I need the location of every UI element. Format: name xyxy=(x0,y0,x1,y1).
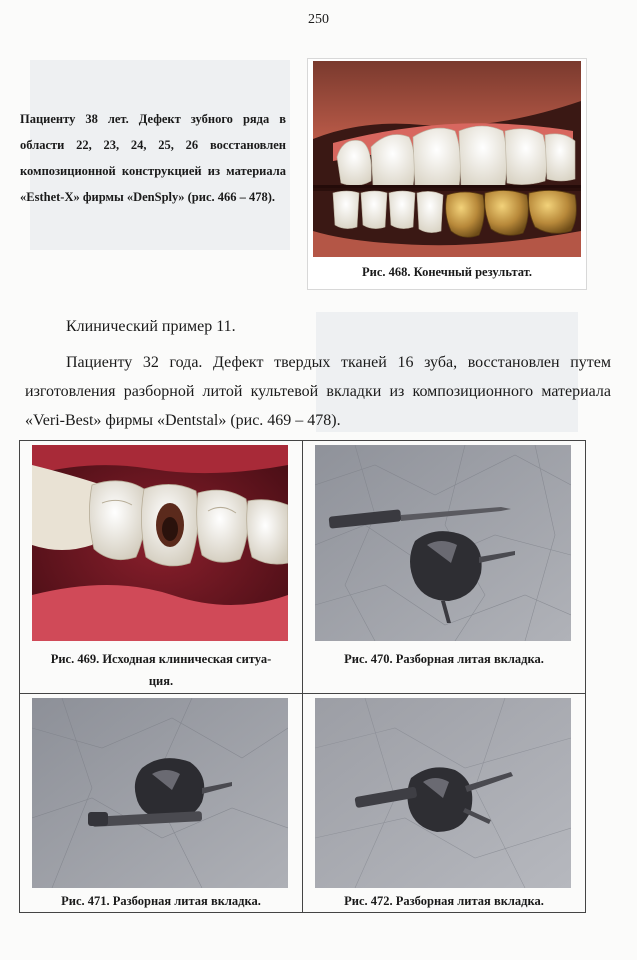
figure-472-caption: Рис. 472. Разборная литая вкладка. xyxy=(344,894,544,908)
figure-469 xyxy=(20,441,303,694)
figure-468-photo xyxy=(313,61,581,257)
figure-470-photo xyxy=(315,445,571,641)
example-title: Клинический пример 11. xyxy=(66,318,236,335)
figure-471-caption: Рис. 471. Разборная литая вкладка. xyxy=(61,894,261,908)
figure-472-photo xyxy=(315,698,571,888)
figure-471 xyxy=(20,694,303,913)
figure-470 xyxy=(303,441,586,694)
figure-469-caption-line-2: ция. xyxy=(148,674,174,688)
figure-grid xyxy=(19,440,586,913)
figure-468-caption: Рис. 468. Конечный результат. xyxy=(362,265,532,279)
figure-469-photo xyxy=(32,445,288,641)
page-number: 250 xyxy=(308,12,329,27)
figure-472 xyxy=(303,694,586,913)
figure-469-caption-line-1: Рис. 469. Исходная клиническая ситуа- xyxy=(50,652,272,666)
figure-468 xyxy=(307,58,587,290)
figure-471-photo xyxy=(32,698,288,888)
intro-paragraph: Пациенту 38 лет. Дефект зубного ряда в области 22, 23, 24, 25, 26 восстановлен композиционной конструкцией из материала «Esthet-X» фирмы «DenSply» (рис. 466 – 478). xyxy=(20,112,286,204)
figure-470-caption: Рис. 470. Разборная литая вкладка. xyxy=(344,652,544,666)
example-paragraph: Пациенту 32 года. Дефект твердых тканей 16 зуба, восстановлен путем изготовления разборной литой культевой вкладки из композиционного материала «Veri-Best» фирмы «Dentstal» (рис. 469 – 478). xyxy=(25,354,611,429)
